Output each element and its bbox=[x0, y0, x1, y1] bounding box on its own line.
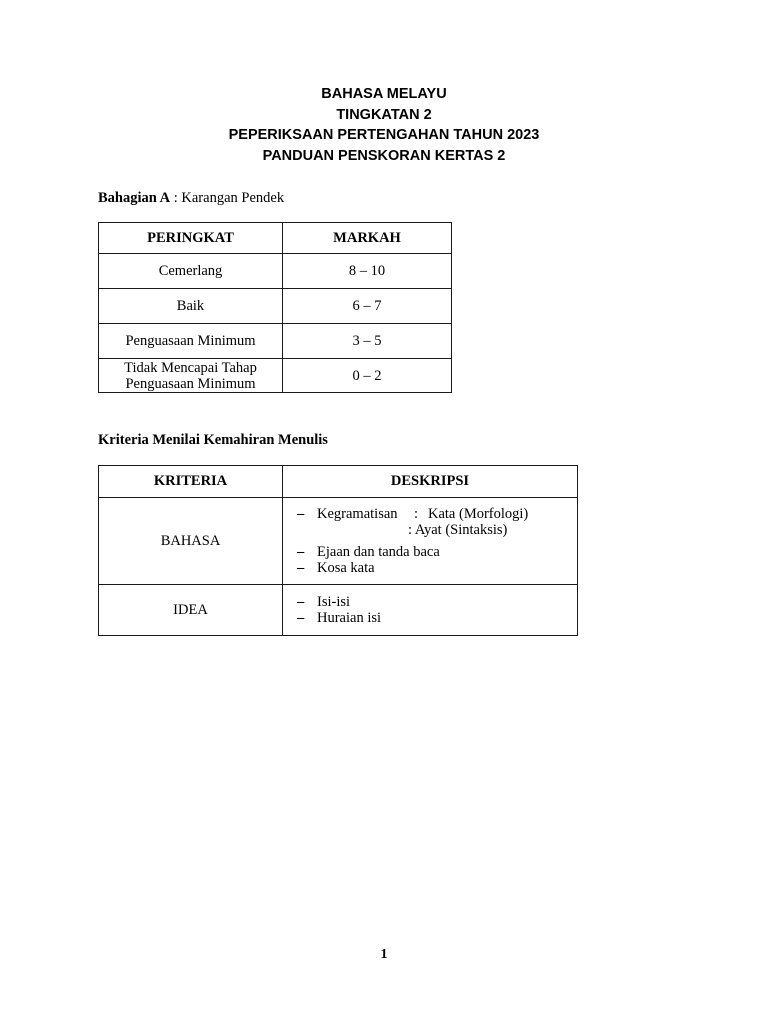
description-list bbox=[283, 594, 577, 627]
table-row bbox=[99, 585, 578, 636]
section-a-label bbox=[98, 190, 284, 207]
description-subitem: : Ayat (Sintaksis) bbox=[408, 522, 508, 538]
criteria-label: Kriteria Menilai Kemahiran Menulis bbox=[98, 432, 328, 448]
criteria-table bbox=[98, 465, 578, 636]
section-a-label-bold: Bahagian A bbox=[98, 190, 171, 206]
description-subitem: Kata (Morfologi) bbox=[428, 505, 529, 522]
list-item bbox=[297, 506, 577, 523]
criterion-name: IDEA bbox=[99, 585, 283, 636]
criteria-header-criterion: KRITERIA bbox=[99, 466, 283, 498]
criteria-table-header bbox=[99, 466, 578, 498]
rating-marks: 3 – 5 bbox=[283, 324, 452, 359]
description-item-text: Kosa kata bbox=[317, 560, 375, 576]
page-number: 1 bbox=[380, 947, 388, 962]
rating-marks: 8 – 10 bbox=[283, 254, 452, 289]
description-colon: : bbox=[414, 505, 419, 522]
dash-bullet: – bbox=[297, 543, 305, 560]
list-item bbox=[297, 594, 577, 611]
list-item bbox=[297, 610, 577, 627]
rating-level bbox=[99, 359, 283, 393]
rating-table bbox=[98, 222, 452, 393]
rating-level-line1: Tidak Mencapai Tahap bbox=[124, 359, 257, 376]
header-subject: BAHASA MELAYU bbox=[321, 86, 447, 102]
rating-level-line2: Penguasaan Minimum bbox=[125, 375, 256, 392]
header-exam: PEPERIKSAAN PERTENGAHAN TAHUN 2023 bbox=[228, 127, 540, 144]
rating-level: Cemerlang bbox=[99, 254, 283, 289]
criterion-description bbox=[283, 498, 578, 585]
table-row bbox=[99, 289, 452, 324]
description-item-text: Kegramatisan bbox=[317, 505, 398, 522]
header-form: TINGKATAN 2 bbox=[336, 106, 432, 123]
criterion-name: BAHASA bbox=[99, 498, 283, 585]
rating-level: Penguasaan Minimum bbox=[99, 324, 283, 359]
table-row bbox=[99, 324, 452, 359]
table-row bbox=[99, 359, 452, 393]
document-header bbox=[0, 84, 768, 167]
table-row bbox=[99, 498, 578, 585]
dash-bullet: – bbox=[297, 593, 305, 610]
rating-marks: 6 – 7 bbox=[283, 289, 452, 324]
dash-bullet: – bbox=[297, 505, 305, 522]
list-item bbox=[297, 560, 577, 577]
criterion-description bbox=[283, 585, 578, 636]
dash-bullet: – bbox=[297, 560, 305, 576]
list-item bbox=[297, 544, 577, 561]
dash-bullet: – bbox=[297, 610, 305, 626]
description-list bbox=[283, 506, 577, 577]
criteria-header-description: DESKRIPSI bbox=[283, 466, 578, 498]
rating-header-marks: MARKAH bbox=[283, 223, 452, 254]
description-item-text: Huraian isi bbox=[317, 610, 382, 626]
rating-header-level: PERINGKAT bbox=[99, 223, 283, 254]
rating-table-header bbox=[99, 223, 452, 254]
rating-marks: 0 – 2 bbox=[283, 359, 452, 393]
description-item-text: Isi-isi bbox=[317, 593, 351, 610]
header-guide: PANDUAN PENSKORAN KERTAS 2 bbox=[262, 148, 506, 165]
description-item-text: Ejaan dan tanda baca bbox=[317, 543, 440, 560]
rating-level: Baik bbox=[99, 289, 283, 324]
table-row bbox=[99, 254, 452, 289]
section-a-label-rest: : Karangan Pendek bbox=[170, 190, 285, 206]
